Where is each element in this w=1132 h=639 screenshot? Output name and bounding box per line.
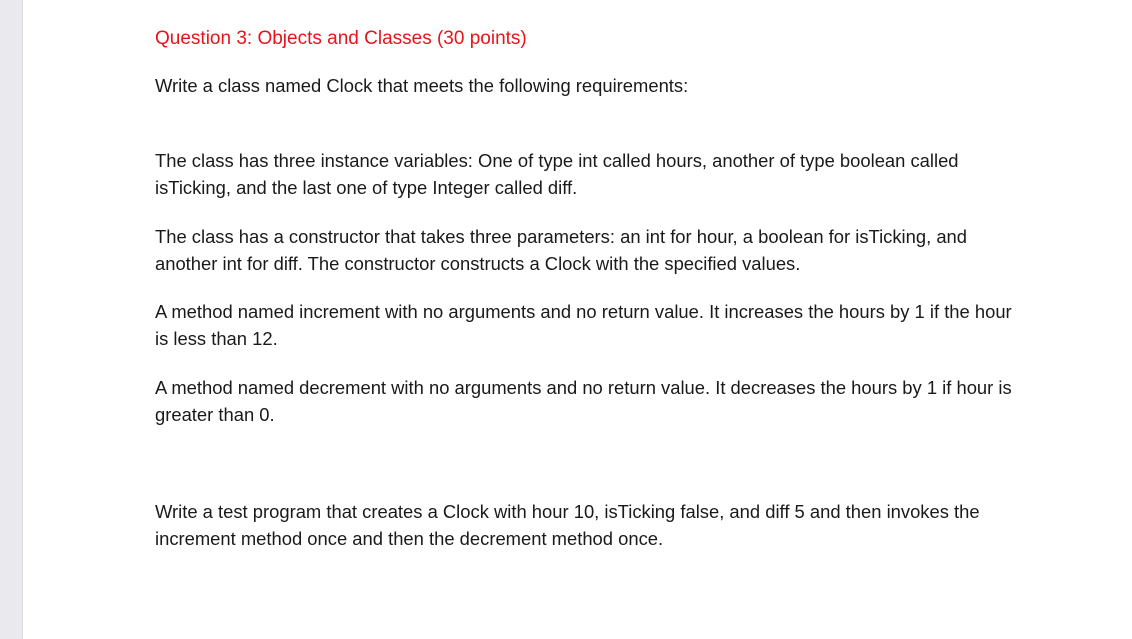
left-margin-bar bbox=[0, 0, 22, 639]
paragraph-test-program: Write a test program that creates a Clock with hour 10, isTicking false, and diff 5 and then invokes the increment method once and then the decrement method once. bbox=[155, 501, 980, 549]
paragraph-instance-variables: The class has three instance variables: One of type int called hours, another of type boolean called isTicking, and the last one of type Integer called diff. bbox=[155, 150, 959, 198]
margin-divider bbox=[22, 0, 23, 639]
paragraph-increment: A method named increment with no arguments and no return value. It increases the hours by 1 if the hour is less than 12. bbox=[155, 301, 1012, 349]
paragraph-decrement: A method named decrement with no arguments and no return value. It decreases the hours by 1 if hour is greater than 0. bbox=[155, 377, 1012, 425]
paragraph-intro: Write a class named Clock that meets the following requirements: bbox=[155, 75, 689, 96]
question-title: Question 3: Objects and Classes (30 points) bbox=[155, 28, 527, 49]
paragraph-constructor: The class has a constructor that takes three parameters: an int for hour, a boolean for isTicking, and another int for diff. The constructor constructs a Clock with the specified values. bbox=[155, 226, 967, 274]
